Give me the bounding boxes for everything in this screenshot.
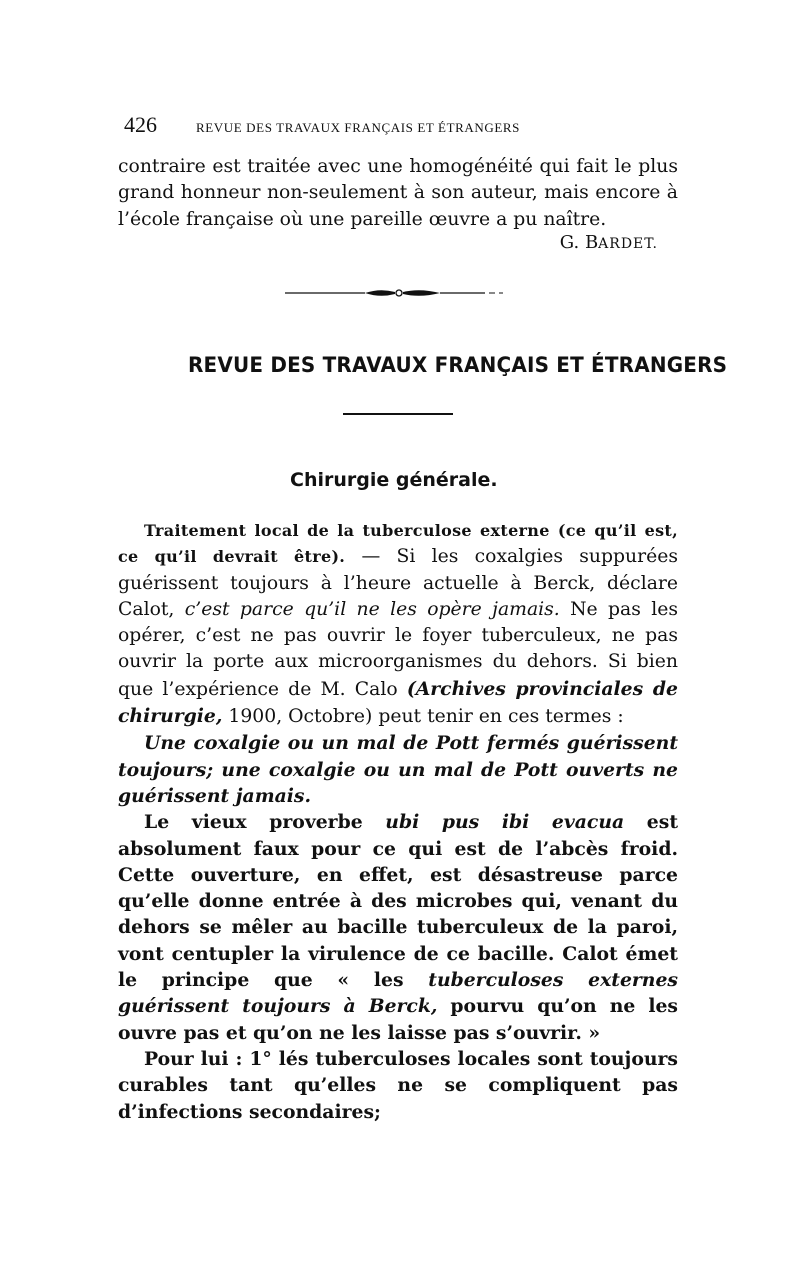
- subsection-title: Chirurgie générale.: [290, 469, 498, 491]
- article-intro-text: — Si les coxalgies suppurées guérissent toujours à l’heure actuelle à Berck, déclare Calot,: [118, 546, 678, 620]
- signature-initial: G.: [559, 232, 585, 253]
- article-paragraph-3: Pour lui : 1° lés tuberculoses locales sont toujours curables tant qu’elles ne se compliquent pas d’infections secondaires;: [118, 1047, 678, 1123]
- intro-paragraph-block: [118, 154, 678, 233]
- article-italic-claim: c’est parce qu’il ne les opère jamais.: [184, 598, 560, 620]
- article-body: [118, 518, 678, 1125]
- decorative-divider-icon: [285, 285, 520, 301]
- principle-text: tuberculoses externes guérissent toujours à Berck,: [118, 969, 678, 1018]
- section-title: REVUE DES TRAVAUX FRANÇAIS ET ÉTRANGERS: [188, 353, 728, 377]
- article-citation-after: 1900, Octobre) peut tenir en ces termes :: [222, 706, 624, 728]
- principle-after: pourvu qu’on ne les ouvre pas et qu’on ne les laisse pas s’ouvrir. »: [118, 995, 678, 1044]
- proverb-text: ubi pus ibi evacua: [385, 811, 625, 834]
- page-number: 426: [124, 112, 157, 137]
- title-rule: [343, 413, 453, 415]
- page-header: [124, 112, 684, 142]
- intro-paragraph: contraire est traitée avec une homogénéité qui fait le plus grand honneur non-seulement à son auteur, mais encore à l’école française où une pareille œuvre a pu naître.: [118, 156, 678, 230]
- article-citation: (Archives provinciales de chirurgie,: [118, 677, 679, 728]
- author-signature: [460, 232, 658, 253]
- article-heading: Traitement local de la tuberculose externe (ce qu’il est, ce qu’il devrait être).: [118, 521, 678, 567]
- article-after-claim: Ne pas les opérer, c’est ne pas ouvrir le foyer tuberculeux, ne pas ouvrir la porte aux microorganismes du dehors. Si bien que l’expérience de M. Calo: [118, 598, 678, 700]
- article-paragraph-1: [118, 518, 678, 730]
- article-paragraph-2: [118, 809, 678, 1046]
- proverb-after: est absolument faux pour ce qui est de l’abcès froid. Cette ouverture, en effet, est désastreuse parce qu’elle donne entrée à des microbes qui, venant du dehors se mêler au bacille tuberculeux de la paroi, vont centupler la virulence de ce bacille. Calot émet le principe que « les: [118, 811, 679, 992]
- article-quote: Une coxalgie ou un mal de Pott fermés guérissent toujours; une coxalgie ou un mal de Pott ouverts ne guérissent jamais.: [118, 732, 678, 807]
- proverb-before: Le vieux proverbe: [144, 811, 386, 834]
- signature-name-cap: B: [584, 232, 599, 253]
- running-head: REVUE DES TRAVAUX FRANÇAIS ET ÉTRANGERS: [196, 120, 521, 135]
- signature-name-rest: ARDET.: [598, 236, 658, 252]
